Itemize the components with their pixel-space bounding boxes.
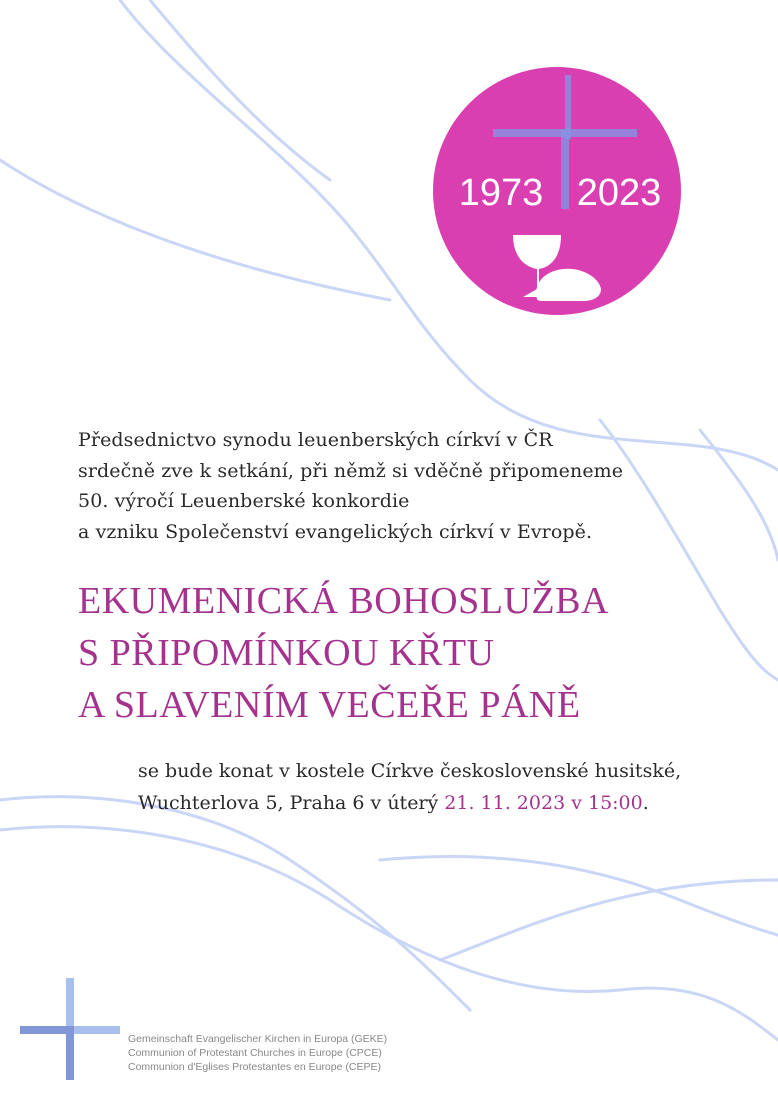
event-date-time: 21. 11. 2023 v 15:00 [444,792,643,814]
intro-line: a vzniku Společenství evangelických církví v Evropě. [78,520,593,543]
cpce-cross-logo [20,978,120,1080]
title-line: S PŘIPOMÍNKOU KŘTU [78,632,495,674]
title-line: A SLAVENÍM VEČEŘE PÁNĚ [78,684,581,726]
title-line: EKUMENICKÁ BOHOSLUŽBA [78,580,609,622]
anniversary-logo [433,67,681,315]
venue-line-end: . [642,792,649,814]
wave-line [150,0,330,180]
org-name-de: Gemeinschaft Evangelischer Kirchen in Europa (GEKE) [128,1033,388,1045]
organization-names [128,1032,387,1074]
intro-line: Předsednictvo synodu leuenberských církví v ČR [78,429,553,451]
venue-address: Wuchterlova 5, Praha 6 v úterý [138,792,445,814]
venue-info [138,755,758,819]
invitation-intro [78,425,738,547]
venue-line-address [138,787,758,819]
wave-line [440,880,778,960]
org-name-fr: Communion d'Eglises Protestantes en Europe (CEPE) [128,1061,381,1073]
intro-line: srdečně zve k setkání, při němž si vděčně připomeneme [78,459,624,482]
wave-line [380,856,778,935]
year-start: 1973 [458,172,544,214]
intro-line: 50. výročí Leuenberské konkordie [78,490,410,512]
year-end: 2023 [576,172,662,214]
venue-line: se bude konat v kostele Církve československé husitské, [138,760,682,782]
service-title [78,575,758,731]
org-name-en: Communion of Protestant Churches in Europe (CPCE) [128,1047,382,1059]
wave-line [0,160,390,300]
